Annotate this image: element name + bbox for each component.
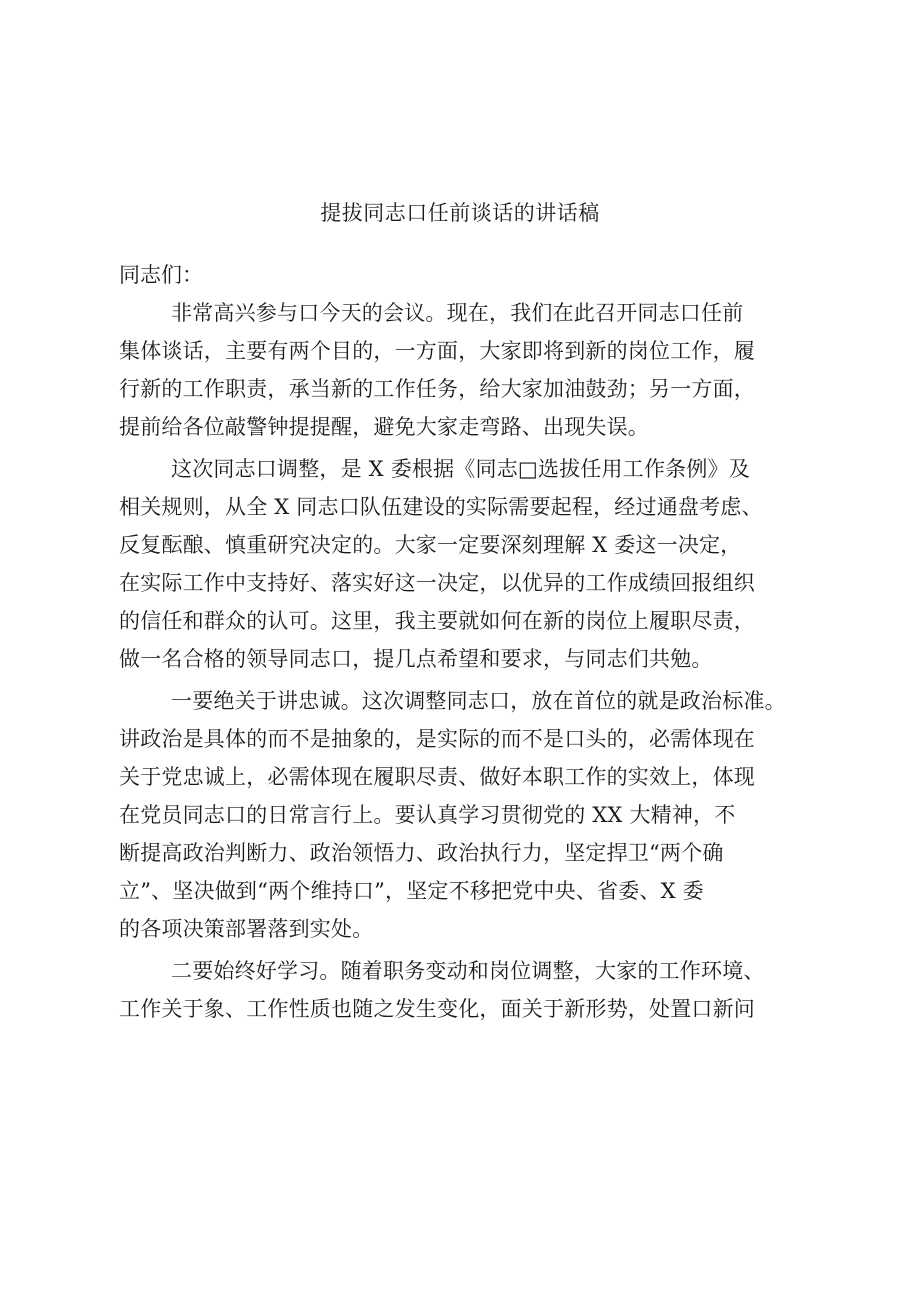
document-title: 提拔同志口任前谈话的讲话稿 — [320, 201, 600, 225]
paragraph-3 — [119, 682, 819, 948]
paragraph-line: 行新的工作职责，承当新的工作任务，给大家加油鼓劲；另一方面， — [119, 377, 755, 401]
paragraph-line: 非常高兴参与口今天的会议。现在，我们在此召开同志口任前 — [171, 301, 744, 325]
document-body — [119, 256, 819, 1028]
paragraph-line: 的信任和群众的认可。这里，我主要就如何在新的岗位上履职尽责， — [119, 609, 755, 633]
paragraph-line: 提前给各位敲警钟提提醒，避免大家走弯路、出现失误。 — [119, 415, 649, 439]
paragraph-line: 工作关于象、工作性质也随之发生变化，面关于新形势，处置口新问 — [119, 997, 755, 1021]
paragraph-line: 一要绝关于讲忠诚。这次调整同志口，放在首位的就是政治标准。 — [171, 689, 786, 713]
paragraph-line: 的各项决策部署落到实处。 — [119, 917, 374, 941]
paragraph-line: 这次同志口调整，是 X 委根据《同志□选拔任用工作条例》及 — [171, 457, 750, 481]
paragraph-line: 二要始终好学习。随着职务变动和岗位调整，大家的工作环境、 — [171, 959, 765, 983]
paragraph-line: 集体谈话，主要有两个目的，一方面，大家即将到新的岗位工作，履 — [119, 339, 755, 363]
paragraph-4 — [119, 952, 819, 1028]
paragraph-line: 立”、坚决做到“两个维持口”，坚定不移把党中央、省委、X 委 — [119, 879, 704, 903]
greeting: 同志们： — [119, 263, 203, 287]
paragraph-2 — [119, 450, 819, 678]
paragraph-line: 在党员同志口的日常言行上。要认真学习贯彻党的 XX 大精神，不 — [119, 803, 736, 827]
paragraph-line: 讲政治是具体的而不是抽象的，是实际的而不是口头的，必需体现在 — [119, 727, 755, 751]
paragraph-line: 做一名合格的领导同志口，提几点希望和要求，与同志们共勉。 — [119, 647, 713, 671]
paragraph-line: 在实际工作中支持好、落实好这一决定，以优异的工作成绩回报组织 — [119, 571, 755, 595]
paragraph-line: 反复酝酿、慎重研究决定的。大家一定要深刻理解 X 委这一决定， — [119, 533, 742, 557]
paragraph-1 — [119, 294, 819, 446]
paragraph-line: 关于党忠诚上，必需体现在履职尽责、做好本职工作的实效上，体现 — [119, 765, 755, 789]
paragraph-line: 断提高政治判断力、政治领悟力、政治执行力，坚定捍卫“两个确 — [119, 841, 724, 865]
paragraph-line: 相关规则，从全 X 同志口队伍建设的实际需要起程，经过通盘考虑、 — [119, 495, 763, 519]
